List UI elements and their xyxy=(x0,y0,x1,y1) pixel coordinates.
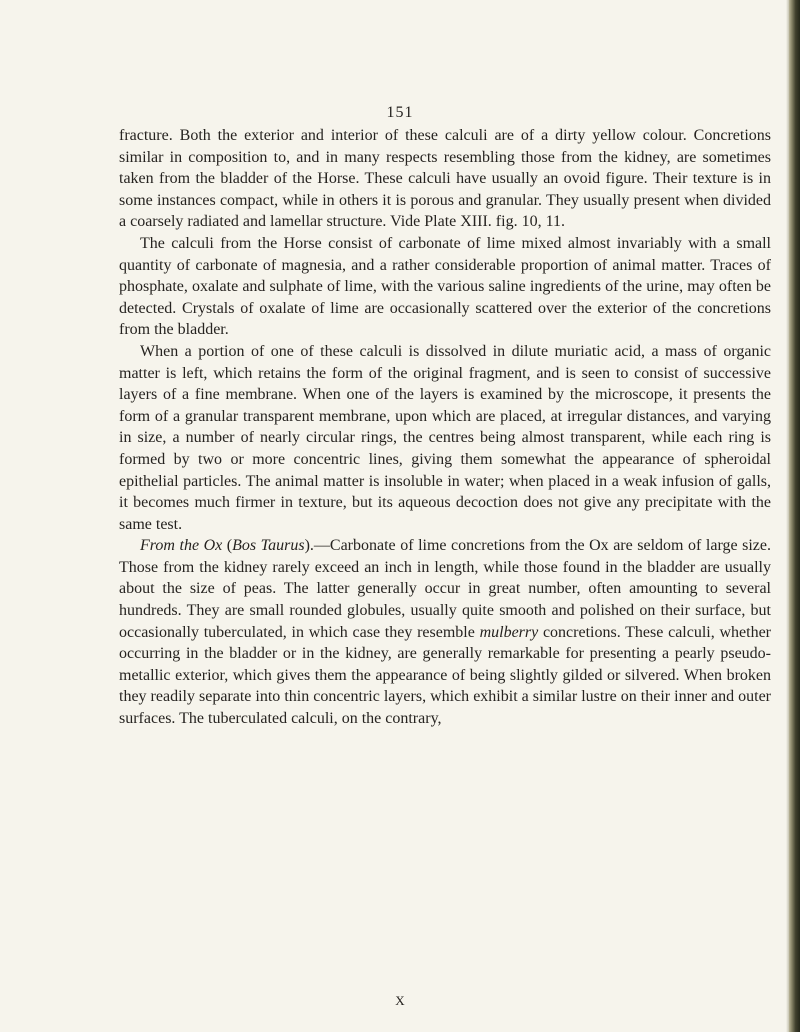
paragraph-organic-matter-microscopy: When a portion of one of these calculi is dissolved in dilute muriatic acid, a mass of organic matter is left, which retains the form of the original fragment, and is seen to consist of successive layers of a fine membrane. When one of the layers is examined by the microscope, it presents the form of a granular transparent membrane, upon which are placed, at irregular distances, and varying in size, a number of nearly circular rings, the centres being almost transparent, while each ring is formed by two or more concentric lines, giving them somewhat the appearance of spheroidal epithelial particles. The animal matter is insoluble in water; when placed in a weak infusion of galls, it becomes much firmer in texture, but its aqueous decoction does not give any precipitate with the same test. xyxy=(119,342,771,533)
italic-term-mulberry: mulberry xyxy=(479,623,539,641)
section-heading-from-the-ox: From the Ox xyxy=(140,537,223,555)
body-text xyxy=(119,125,771,730)
paragraph-horse-calculi-composition: The calculi from the Horse consist of carbonate of lime mixed almost invariably with a small quantity of carbonate of magnesia, and a rather considerable proportion of animal matter. Traces of phosphate, oxalate and sulphate of lime, with the various saline ingredients of the urine, may often be detected. Crystals of oxalate of lime are occasionally scattered over the exterior of the concretions from the bladder. xyxy=(119,234,771,339)
paragraph-horse-calculi-description: fracture. Both the exterior and interior of these calculi are of a dirty yellow colour. Concretions similar in composition to, and in many respects resembling those from the kidney, are sometimes taken from the bladder of the Horse. These calculi have usually an ovoid figure. Their texture is in some instances compact, while in others it is porous and granular. They usually present when divided a coarsely radiated and lamellar structure. Vide Plate XIII. fig. 10, 11. xyxy=(119,127,771,231)
ox-text-part-1: —Carbonate of lime concretions from the Ox are seldom of large size. Those from the kidney rarely exceed an inch in length, while those found in the bladder are usually about the size of peas. The latter generally occur in great number, often amounting to several hundreds. They are small rounded globules, usually quite smooth and polished on their surface, but occasionally tuberculated, in which case they resemble xyxy=(119,537,772,641)
book-spine-edge xyxy=(789,0,800,1032)
page-number: 151 xyxy=(386,104,414,121)
species-name: Bos Taurus xyxy=(232,537,305,555)
heading-paren-open: ( xyxy=(222,537,233,555)
heading-paren-close: ). xyxy=(304,537,314,555)
paragraph-ox-calculi xyxy=(119,535,771,729)
signature-mark: X xyxy=(395,993,405,1008)
ox-text-part-2: concretions. These calculi, whether occurring in the bladder or in the kidney, are generally remarkable for presenting a pearly pseudo-metallic exterior, which gives them the appearance of being slightly gilded or silvered. When broken they readily separate into thin concentric layers, which exhibit a similar lustre on their inner and outer surfaces. The tuberculated calculi, on the contrary, xyxy=(119,623,771,728)
